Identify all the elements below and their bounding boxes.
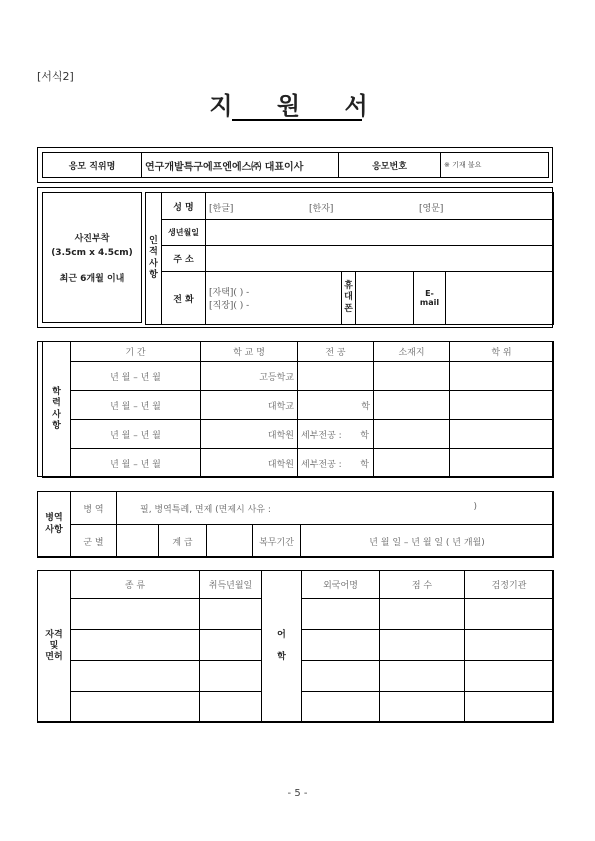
personal-section-label: 인 적 사 항 (146, 193, 162, 325)
edu-degree[interactable] (450, 449, 554, 478)
edu-location[interactable] (374, 420, 450, 449)
photo-box (42, 192, 142, 323)
email-label: E-mail (414, 272, 446, 325)
military-branch-field[interactable] (117, 525, 159, 558)
edu-degree[interactable] (450, 362, 554, 391)
language-score-field[interactable] (380, 692, 465, 723)
edu-period[interactable]: 년 월 – 년 월 (71, 362, 201, 391)
edu-degree[interactable] (450, 420, 554, 449)
name-hangul-label: [한글] (209, 204, 234, 214)
edu-school[interactable]: 대학원 (201, 420, 298, 449)
language-score-field[interactable] (380, 630, 465, 661)
phone-label: 전 화 (162, 272, 206, 325)
edu-major[interactable] (298, 362, 374, 391)
language-score-field[interactable] (380, 661, 465, 692)
edu-location[interactable] (374, 449, 450, 478)
edu-major[interactable] (298, 449, 374, 478)
edu-header-period: 기 간 (71, 342, 201, 362)
photo-label: 사진부착 (74, 234, 110, 244)
language-score-field[interactable] (380, 599, 465, 630)
language-name-field[interactable] (302, 661, 380, 692)
address-label: 주 소 (162, 246, 206, 272)
language-agency-field[interactable] (465, 692, 554, 723)
edu-degree[interactable] (450, 391, 554, 420)
application-number-note: ※ 기재 불요 (441, 153, 549, 178)
title-underline (232, 119, 362, 121)
education-section-label: 학 력 사 항 (43, 342, 71, 478)
name-field[interactable] (206, 193, 554, 220)
license-type-field[interactable] (71, 630, 200, 661)
language-section-label: 어 학 (262, 571, 302, 723)
birth-date-field[interactable] (206, 220, 554, 246)
language-name-field[interactable] (302, 630, 380, 661)
license-header-type: 종 류 (71, 571, 200, 599)
email-field[interactable] (446, 272, 554, 325)
job-title-label: 응모 직위명 (43, 153, 142, 178)
language-name-field[interactable] (302, 599, 380, 630)
edu-location[interactable] (374, 391, 450, 420)
table-row (43, 391, 554, 420)
phone-home: [자택]( ) - (209, 288, 250, 298)
language-agency-field[interactable] (465, 661, 554, 692)
language-header-name: 외국어명 (302, 571, 380, 599)
edu-school[interactable]: 대학원 (201, 449, 298, 478)
job-title-value[interactable]: 연구개발특구에프엔에스㈜ 대표이사 (142, 153, 339, 178)
license-date-field[interactable] (200, 661, 262, 692)
phone-work: [직장]( ) - (209, 301, 250, 311)
military-service-options: 필, 병역특례, 면제 (면제시 사유 : (140, 504, 271, 515)
edu-major[interactable]: 학 (298, 391, 374, 420)
edu-major[interactable] (298, 420, 374, 449)
position-table (42, 152, 549, 178)
military-service-label: 병 역 (71, 492, 117, 525)
edu-period[interactable]: 년 월 – 년 월 (71, 391, 201, 420)
license-type-field[interactable] (71, 661, 200, 692)
photo-recent-note: 최근 6개월 이내 (59, 273, 125, 284)
edu-major-detail: 세부전공 : (301, 430, 342, 441)
name-label: 성 명 (162, 193, 206, 220)
licenses-table (37, 570, 554, 723)
edu-school[interactable]: 대학교 (201, 391, 298, 420)
edu-major-detail: 세부전공 : (301, 459, 342, 470)
license-date-field[interactable] (200, 692, 262, 723)
licenses-section-label: 자격 및 면허 (38, 571, 71, 723)
military-table (37, 491, 554, 558)
phone-field[interactable] (206, 272, 342, 325)
page-number: - 5 - (287, 788, 308, 799)
mobile-label: 휴 대 폰 (342, 272, 356, 325)
address-field[interactable] (206, 246, 554, 272)
license-header-date: 취득년월일 (200, 571, 262, 599)
language-header-score: 점 수 (380, 571, 465, 599)
photo-size: (3.5cm x 4.5cm) (51, 247, 133, 258)
edu-header-major: 전 공 (298, 342, 374, 362)
education-table (42, 341, 554, 478)
table-row (43, 362, 554, 391)
personal-table (145, 192, 554, 325)
military-service-close: ) (473, 501, 478, 512)
birth-date-label: 생년월일 (162, 220, 206, 246)
edu-period[interactable]: 년 월 – 년 월 (71, 449, 201, 478)
military-rank-label: 계 급 (159, 525, 207, 558)
military-period-field[interactable]: 년 월 일 – 년 월 일 ( 년 개월) (301, 525, 554, 558)
language-header-agency: 검정기관 (465, 571, 554, 599)
name-english-label: [영문] (419, 204, 444, 214)
military-service-field[interactable] (117, 492, 554, 525)
edu-header-school: 학 교 명 (201, 342, 298, 362)
page-title: 지 원 서 (209, 91, 386, 120)
language-name-field[interactable] (302, 692, 380, 723)
edu-header-degree: 학 위 (450, 342, 554, 362)
edu-school[interactable]: 고등학교 (201, 362, 298, 391)
edu-location[interactable] (374, 362, 450, 391)
military-period-label: 복무기간 (253, 525, 301, 558)
license-type-field[interactable] (71, 599, 200, 630)
license-date-field[interactable] (200, 599, 262, 630)
edu-degree-suffix: 학 (360, 430, 369, 441)
application-number-label: 응모번호 (339, 153, 441, 178)
form-number-label: [서식2] (37, 70, 74, 83)
mobile-field[interactable] (356, 272, 414, 325)
name-hanja-label: [한자] (309, 204, 334, 214)
license-type-field[interactable] (71, 692, 200, 723)
table-row (43, 449, 554, 478)
table-row (43, 420, 554, 449)
military-branch-label: 군 별 (71, 525, 117, 558)
edu-period[interactable]: 년 월 – 년 월 (71, 420, 201, 449)
edu-degree-suffix: 학 (360, 459, 369, 470)
military-rank-field[interactable] (207, 525, 253, 558)
language-agency-field[interactable] (465, 630, 554, 661)
military-section-label: 병역 사항 (38, 492, 71, 558)
language-agency-field[interactable] (465, 599, 554, 630)
license-date-field[interactable] (200, 630, 262, 661)
edu-header-location: 소재지 (374, 342, 450, 362)
